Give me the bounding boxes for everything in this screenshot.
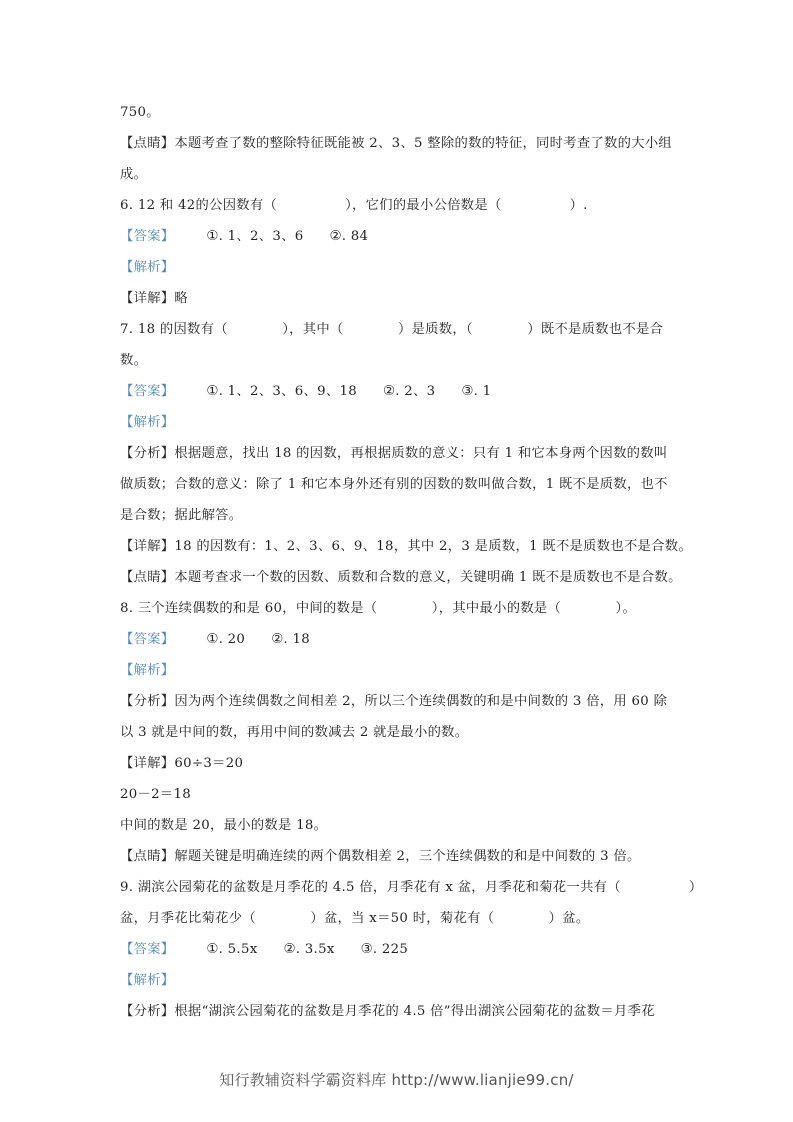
answer-item: ①. 1、2、3、6 (206, 229, 304, 244)
section-label: 【答案】 (120, 384, 175, 399)
labeled-line (120, 662, 680, 680)
labeled-line (120, 445, 680, 463)
answer-item: ①. 5.5x (206, 942, 258, 957)
line-text: 7. 18 的因数有（ ），其中（ ）是质数，（ ）既不是质数也不是合 (120, 322, 664, 337)
labeled-line (120, 755, 680, 773)
section-label: 【点睛】 (120, 570, 175, 585)
text-line (120, 817, 680, 835)
answer-item: ③. 225 (360, 942, 409, 957)
line-text: 20－2＝18 (120, 787, 191, 802)
answer-item: ③. 1 (461, 384, 492, 399)
labeled-line (120, 383, 680, 401)
labeled-line (120, 135, 680, 153)
line-text: 根据“湖滨公园菊花的盆数是月季花的 4.5 倍”得出湖滨公园菊花的盆数＝月季花 (174, 1004, 655, 1019)
text-line (120, 507, 680, 525)
line-text: 以 3 就是中间的数，再用中间的数减去 2 就是最小的数。 (120, 725, 469, 740)
line-text: 因为两个连续偶数之间相差 2，所以三个连续偶数的和是中间数的 3 倍，用 60 除 (174, 694, 668, 709)
labeled-line (120, 972, 680, 990)
labeled-line (120, 941, 680, 959)
labeled-line (120, 1003, 680, 1021)
labeled-line (120, 631, 680, 649)
text-line (120, 910, 680, 928)
labeled-line (120, 538, 692, 556)
labeled-line (120, 414, 680, 432)
line-text: 做质数；合数的意义：除了 1 和它本身外还有别的因数的数叫做合数，1 既不是质数，也不 (120, 477, 668, 492)
answer-item: ①. 1、2、3、6、9、18 (206, 384, 357, 399)
text-line (120, 724, 680, 742)
answer-item: ②. 18 (271, 632, 310, 647)
answer-item: ②. 3.5x (283, 942, 335, 957)
section-label: 【解析】 (120, 415, 175, 430)
line-text: 8. 三个连续偶数的和是 60，中间的数是（ ），其中最小的数是（ ）。 (120, 601, 637, 616)
section-label: 【解析】 (120, 663, 175, 678)
line-text: 本题考查了数的整除特征既能被 2、3、5 整除的数的特征，同时考查了数的大小组 (174, 136, 673, 151)
section-label: 【答案】 (120, 632, 175, 647)
line-text: 根据题意，找出 18 的因数，再根据质数的意义：只有 1 和它本身两个因数的数叫 (174, 446, 668, 461)
section-label: 【分析】 (120, 446, 175, 461)
text-line (120, 166, 680, 184)
line-text: 成。 (120, 167, 148, 182)
section-label: 【分析】 (120, 694, 175, 709)
line-text: 略 (174, 291, 188, 306)
labeled-line (120, 693, 680, 711)
text-line (120, 600, 680, 618)
section-label: 【详解】 (120, 291, 175, 306)
text-line (120, 476, 680, 494)
labeled-line (120, 848, 680, 866)
line-text: 本题考查求一个数的因数、质数和合数的意义，关键明确 1 既不是质数也不是合数。 (174, 570, 682, 585)
line-text: 6. 12 和 42的公因数有（ ），它们的最小公倍数是（ ）. (120, 198, 588, 213)
line-text: 18 的因数有：1、2、3、6、9、18，其中 2，3 是质数，1 既不是质数也不是合数。 (174, 539, 692, 554)
section-label: 【答案】 (120, 942, 175, 957)
line-text: 60÷3＝20 (174, 756, 244, 771)
line-text: 解题关键是明确连续的两个偶数相差 2，三个连续偶数的和是中间数的 3 倍。 (174, 849, 641, 864)
labeled-line (120, 569, 680, 587)
answer-item: ②. 84 (329, 229, 369, 244)
section-label: 【解析】 (120, 973, 175, 988)
line-text: 是合数；据此解答。 (120, 508, 243, 523)
text-line (120, 786, 680, 804)
line-text: 盆，月季花比菊花少（ ）盆，当 x＝50 时，菊花有（ ）盆。 (120, 911, 590, 926)
section-label: 【解析】 (120, 260, 175, 275)
section-label: 【答案】 (120, 229, 175, 244)
answer-item: ①. 20 (206, 632, 246, 647)
line-text: 数。 (120, 353, 148, 368)
section-label: 【点睛】 (120, 136, 175, 151)
line-text: 9. 湖滨公园菊花的盆数是月季花的 4.5 倍，月季花有 x 盆，月季花和菊花一共有（ ） (120, 880, 703, 895)
text-line (120, 104, 680, 122)
labeled-line (120, 259, 680, 277)
line-text: 中间的数是 20，最小的数是 18。 (120, 818, 328, 833)
section-label: 【详解】 (120, 756, 175, 771)
answer-item: ②. 2、3 (382, 384, 436, 399)
text-line (120, 197, 680, 215)
text-line (120, 321, 680, 339)
section-label: 【分析】 (120, 1004, 175, 1019)
footer-watermark: 知行教辅资料学霸资料库 http://www.lianjie99.cn/ (219, 1071, 574, 1089)
text-line (120, 879, 703, 897)
labeled-line (120, 228, 680, 246)
line-text: 750。 (120, 105, 160, 120)
text-line (120, 352, 680, 370)
section-label: 【详解】 (120, 539, 175, 554)
labeled-line (120, 290, 680, 308)
section-label: 【点睛】 (120, 849, 175, 864)
